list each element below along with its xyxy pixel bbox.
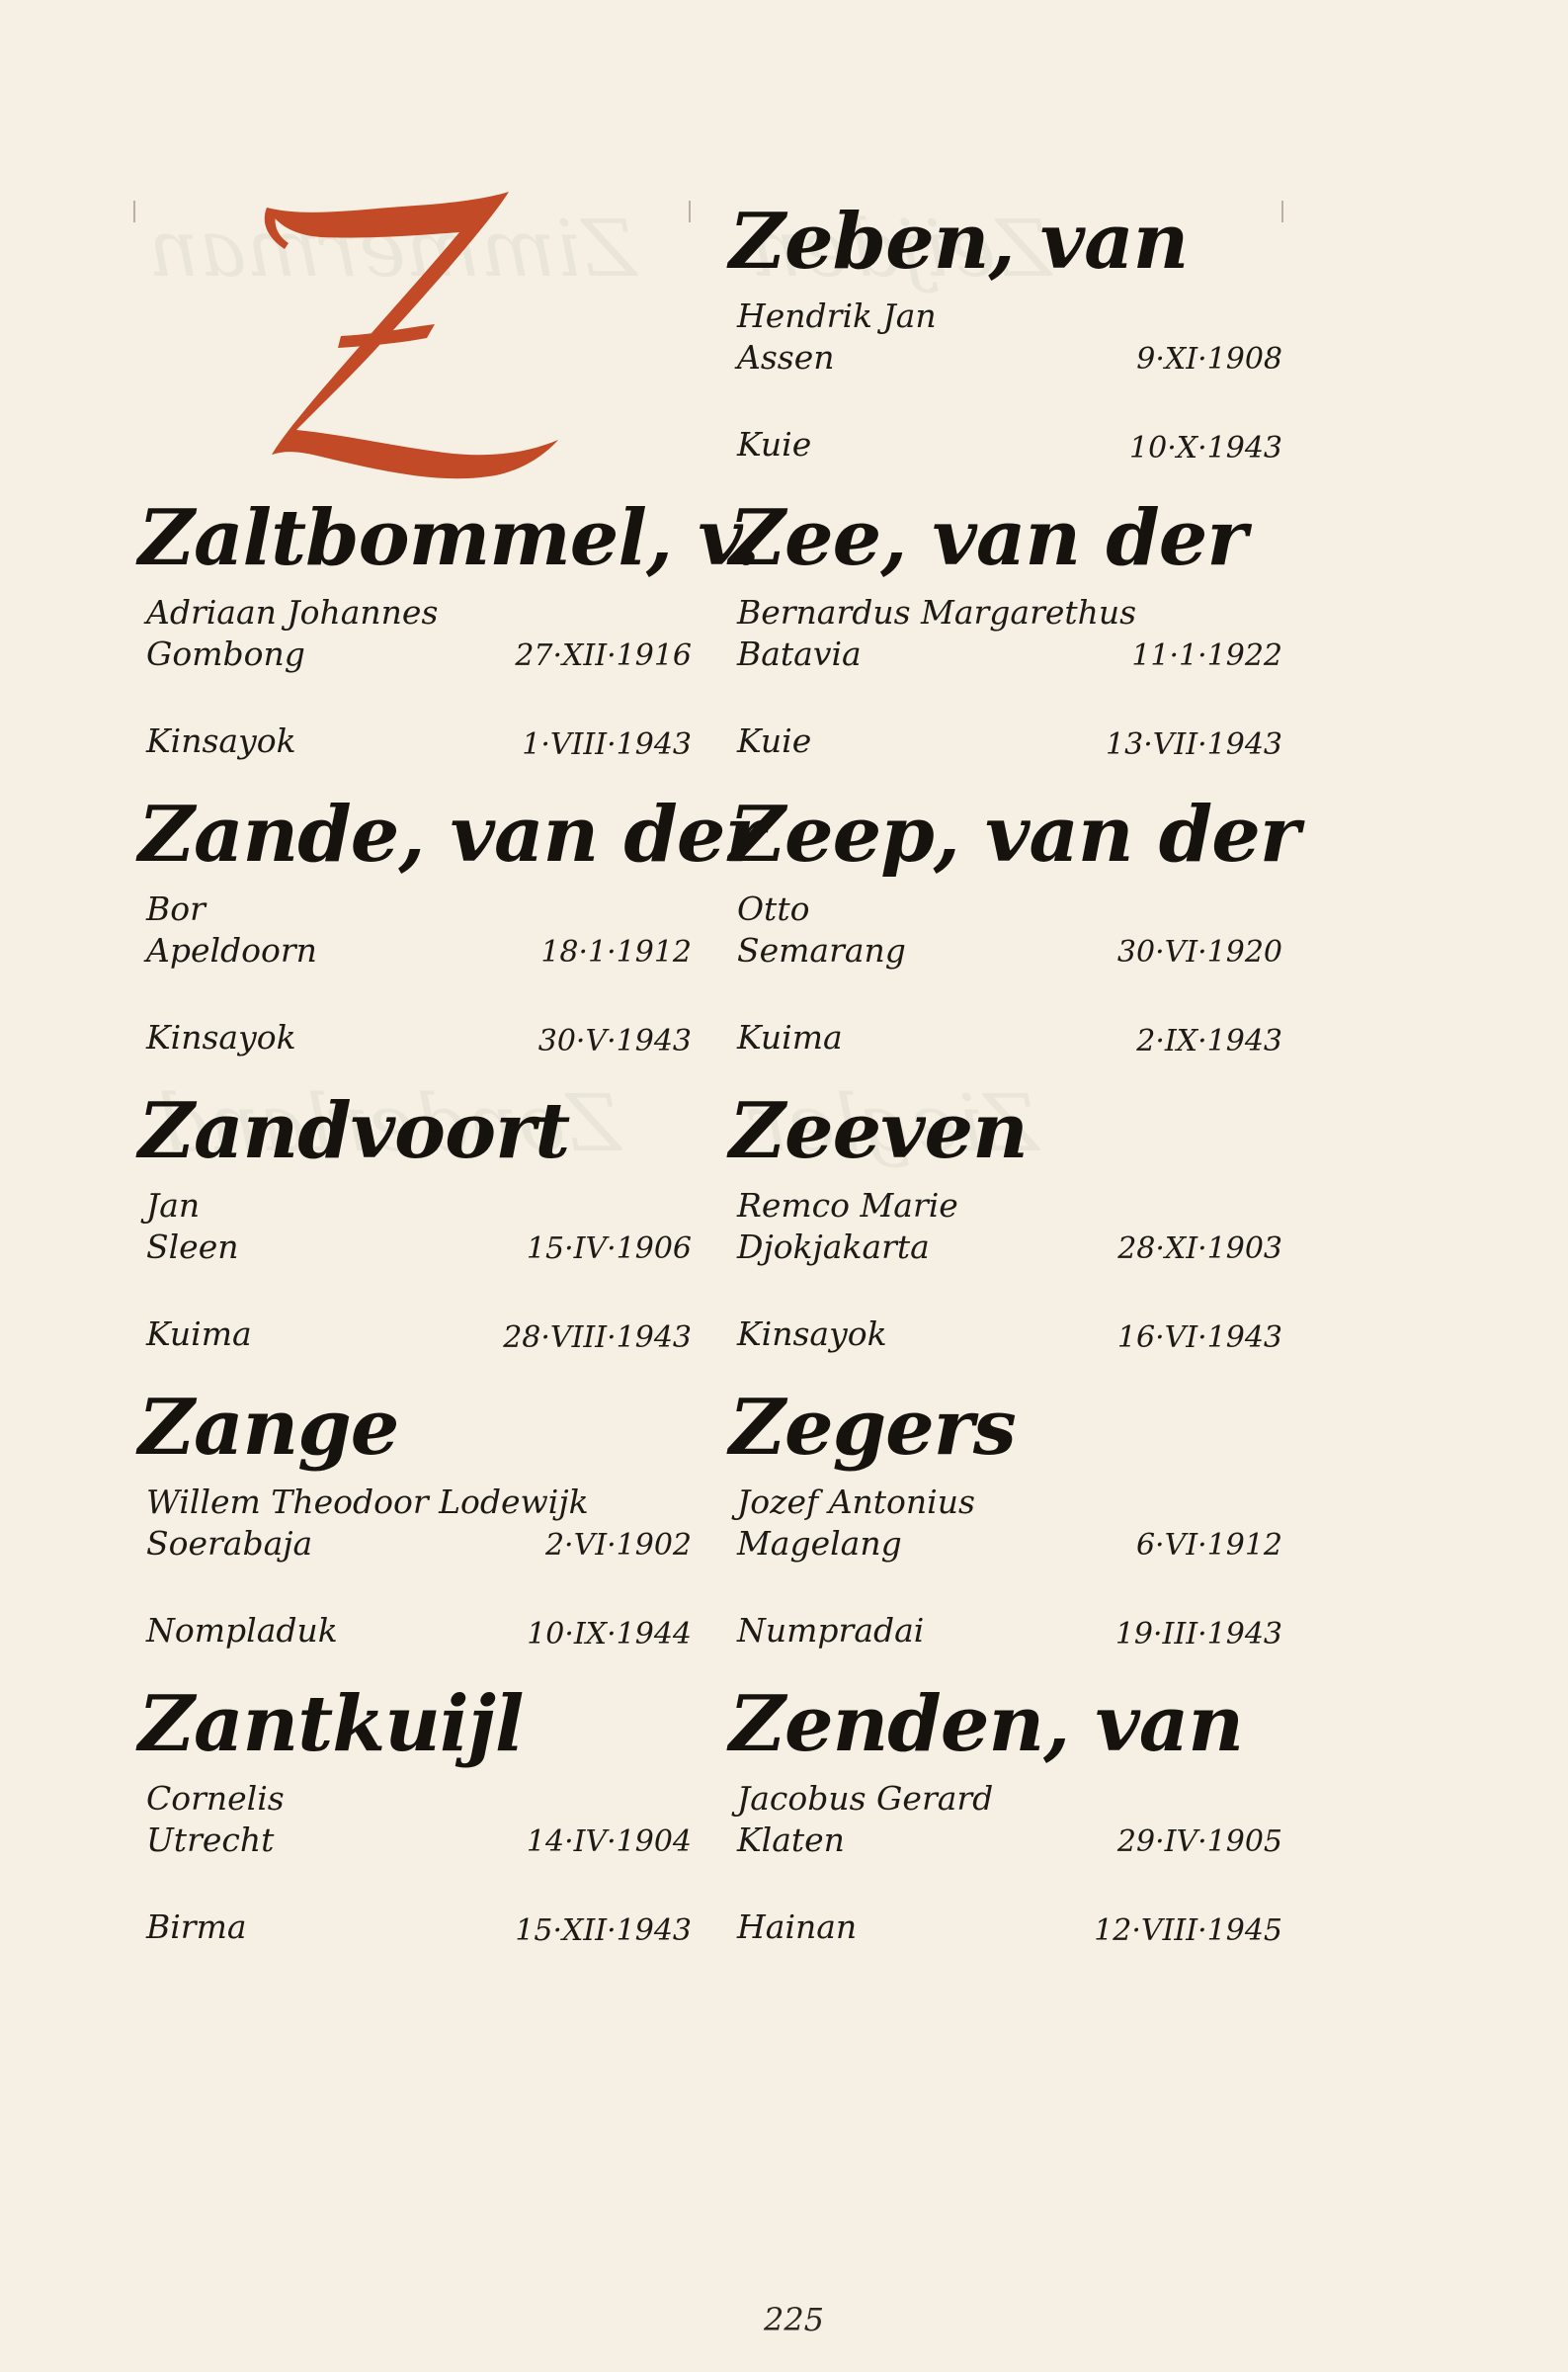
death-date: 15·XII·1943 xyxy=(515,1913,692,1948)
death-date: 10·IX·1944 xyxy=(527,1617,692,1652)
crop-mark xyxy=(689,201,691,222)
given-names: Jozef Antonius xyxy=(737,1482,975,1521)
page-number: 225 xyxy=(763,2301,825,2338)
surname: Zande, van der xyxy=(138,790,765,880)
given-names: Bor xyxy=(146,890,206,928)
birth-date: 18·1·1912 xyxy=(540,935,692,970)
list-item xyxy=(138,1680,692,1977)
birth-date: 2·VI·1902 xyxy=(544,1528,692,1563)
death-place: Kinsayok xyxy=(146,1018,296,1057)
birth-place: Klaten xyxy=(737,1821,845,1859)
crop-mark xyxy=(133,201,135,222)
birth-date: 15·IV·1906 xyxy=(526,1231,692,1266)
given-names: Remco Marie xyxy=(737,1186,958,1225)
surname: Zantkuijl xyxy=(138,1679,524,1769)
death-place: Kinsayok xyxy=(146,721,296,760)
death-date: 1·VIII·1943 xyxy=(522,727,692,762)
given-names: Jan xyxy=(146,1186,201,1225)
birth-place: Sleen xyxy=(146,1228,239,1266)
list-item xyxy=(729,1384,1282,1680)
death-date: 28·VIII·1943 xyxy=(503,1320,692,1355)
death-place: Numpradai xyxy=(737,1611,925,1650)
surname: Zeep, van der xyxy=(729,790,1300,880)
surname: Zee, van der xyxy=(729,493,1247,583)
given-names: Adriaan Johannes xyxy=(146,593,439,632)
birth-date: 9·XI·1908 xyxy=(1136,342,1282,377)
birth-place: Assen xyxy=(737,338,835,377)
surname: Zaltbommel, v. xyxy=(138,493,760,583)
death-place: Birma xyxy=(146,1907,247,1946)
list-item xyxy=(729,494,1282,791)
list-item xyxy=(138,1384,692,1680)
death-place: Hainan xyxy=(737,1907,858,1946)
death-place: Kuie xyxy=(737,721,812,760)
surname: Zeben, van xyxy=(729,197,1189,287)
birth-place: Soerabaja xyxy=(146,1524,313,1563)
death-date: 13·VII·1943 xyxy=(1106,727,1282,762)
birth-place: Gombong xyxy=(146,635,305,673)
birth-place: Djokjakarta xyxy=(737,1228,930,1266)
list-item xyxy=(138,493,760,791)
surname: Zange xyxy=(138,1383,399,1473)
birth-date: 11·1·1922 xyxy=(1131,638,1282,673)
death-date: 2·IX·1943 xyxy=(1136,1024,1282,1059)
death-place: Kuima xyxy=(737,1018,843,1057)
decorative-initial-z xyxy=(247,188,583,484)
birth-date: 30·VI·1920 xyxy=(1116,935,1282,970)
given-names: Otto xyxy=(737,890,810,928)
death-place: Nompladuk xyxy=(146,1611,338,1650)
death-date: 16·VI·1943 xyxy=(1116,1320,1282,1355)
birth-place: Semarang xyxy=(737,931,906,970)
list-item xyxy=(729,198,1282,494)
given-names: Willem Theodoor Lodewijk xyxy=(146,1482,589,1521)
surname: Zandvoort xyxy=(138,1086,570,1176)
birth-date: 27·XII·1916 xyxy=(515,638,692,673)
given-names: Hendrik Jan xyxy=(737,296,937,335)
list-item xyxy=(729,1087,1282,1384)
death-date: 10·X·1943 xyxy=(1129,431,1282,466)
birth-place: Utrecht xyxy=(146,1821,275,1859)
surname: Zegers xyxy=(729,1383,1016,1473)
birth-place: Batavia xyxy=(737,635,862,673)
birth-date: 28·XI·1903 xyxy=(1117,1231,1282,1266)
death-place: Kuie xyxy=(737,425,812,464)
list-item xyxy=(729,1680,1282,1977)
death-date: 12·VIII·1945 xyxy=(1094,1913,1282,1948)
death-date: 30·V·1943 xyxy=(537,1024,692,1059)
given-names: Jacobus Gerard xyxy=(737,1779,994,1818)
birth-date: 29·IV·1905 xyxy=(1116,1824,1282,1859)
list-item xyxy=(138,1087,692,1384)
death-place: Kuima xyxy=(146,1314,252,1353)
given-names: Cornelis xyxy=(146,1779,285,1818)
birth-date: 14·IV·1904 xyxy=(526,1824,692,1859)
list-item xyxy=(138,790,765,1087)
list-item xyxy=(729,790,1300,1087)
death-date: 19·III·1943 xyxy=(1114,1617,1282,1652)
surname: Zenden, van xyxy=(729,1679,1244,1769)
birth-place: Magelang xyxy=(737,1524,902,1563)
surname: Zeeven xyxy=(729,1086,1028,1176)
birth-place: Apeldoorn xyxy=(146,931,317,970)
death-place: Kinsayok xyxy=(737,1314,887,1353)
birth-date: 6·VI·1912 xyxy=(1135,1528,1282,1563)
given-names: Bernardus Margarethus xyxy=(737,593,1137,632)
